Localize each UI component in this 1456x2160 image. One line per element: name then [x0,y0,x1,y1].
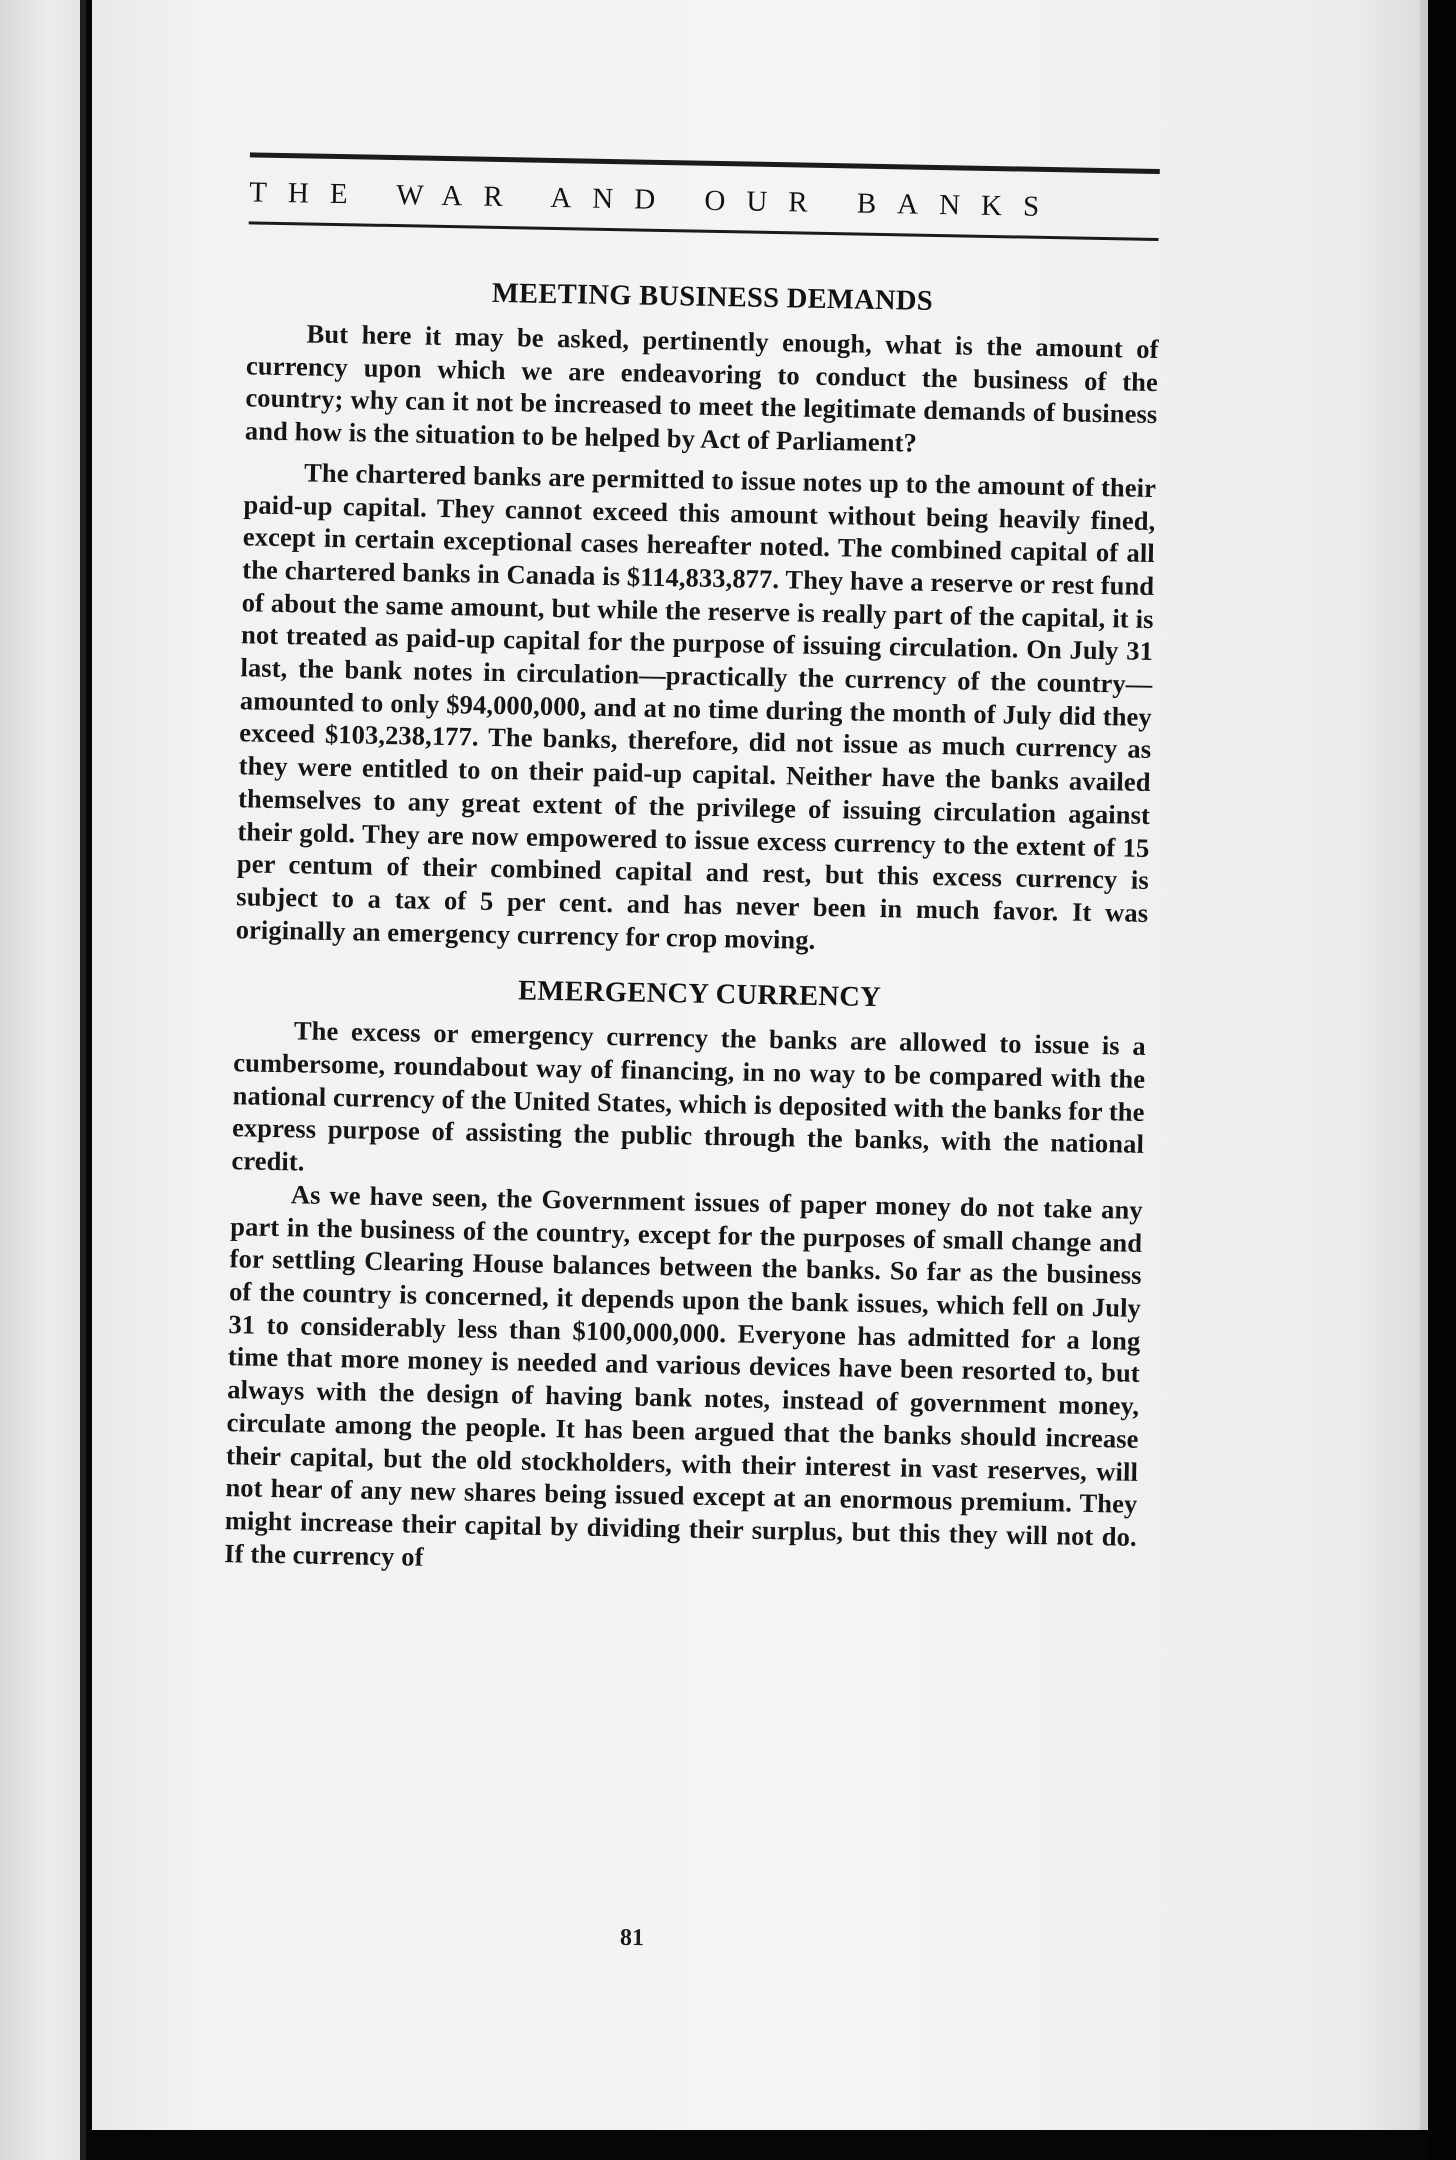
facing-page-edge [0,0,86,2160]
header-rule-bottom [249,221,1159,241]
scan-border-right [1428,0,1456,2160]
paragraph: But here it may be asked, pertinently enough, what is the amount of currency upon which we are endeavoring to conduct the business of the country; why can it not be increased to meet the legitimate demands of business and how is the situation to be helped by Act of Parliament? [244,318,1159,458]
paragraph: The chartered banks are permitted to issue notes up to the amount of their paid-up capital. They cannot exceed this amount without being heavily fined, except in certain exceptional cases hereafter noted. The combined capital of all the chartered banks in Canada is $114,833,877. They have a reserve or rest fund of about the same amount, but while the reserve is really part of the capital, it is not treated as paid-up capital for the purpose of issuing circulation. On July 31 last, the bank notes in circulation—practically the currency of the country—amounted to only $94,000,000, and at no time during the month of July did they exceed $103,238,177. The banks, therefore, did not issue as much currency as they were entitled to on their paid-up capital. Neither have the banks availed themselves to any great extent of the privilege of issuing circulation against their gold. They are now empowered to issue excess currency to the extent of 15 per centum of their combined capital and rest, but this excess currency is subject to a tax of 5 per cent. and has never been in much favor. It was originally an emergency currency for crop moving. [235,457,1157,955]
paragraph: The excess or emergency currency the banks are allowed to issue is a cumbersome, roundabout way of financing, in no way to be compared with the national currency of the United States, which is deposited with the banks for the express purpose of assisting the public through the banks, with the national credit. [231,1015,1147,1177]
section-heading-emergency-currency: EMERGENCY CURRENCY [517,975,882,1014]
section-heading-meeting-business-demands: MEETING BUSINESS DEMANDS [491,277,934,317]
page-content [94,150,1180,1586]
running-head-title: THE WAR AND OUR BANKS [248,176,1061,224]
page-number: 81 [619,1924,645,1952]
paragraph: As we have seen, the Government issues of paper money do not take any part in the business of the country, except for the purposes of small change and for settling Clearing House balances between the banks. So far as the business of the country is concerned, it depends upon the bank issues, which fell on July 31 to considerably less than $100,000,000. Everyone has admitted for a long time that more money is needed and various devices have been resorted to, but always with the design of having bank notes, instead of government money, circulate among the people. It has been argued that the banks should increase their capital, but the old stockholders, with their interest in vast reserves, will not hear of any new shares being issued except at an enormous premium. They might increase their capital by dividing their surplus, but this they will not do. If the currency of [224,1179,1144,1572]
